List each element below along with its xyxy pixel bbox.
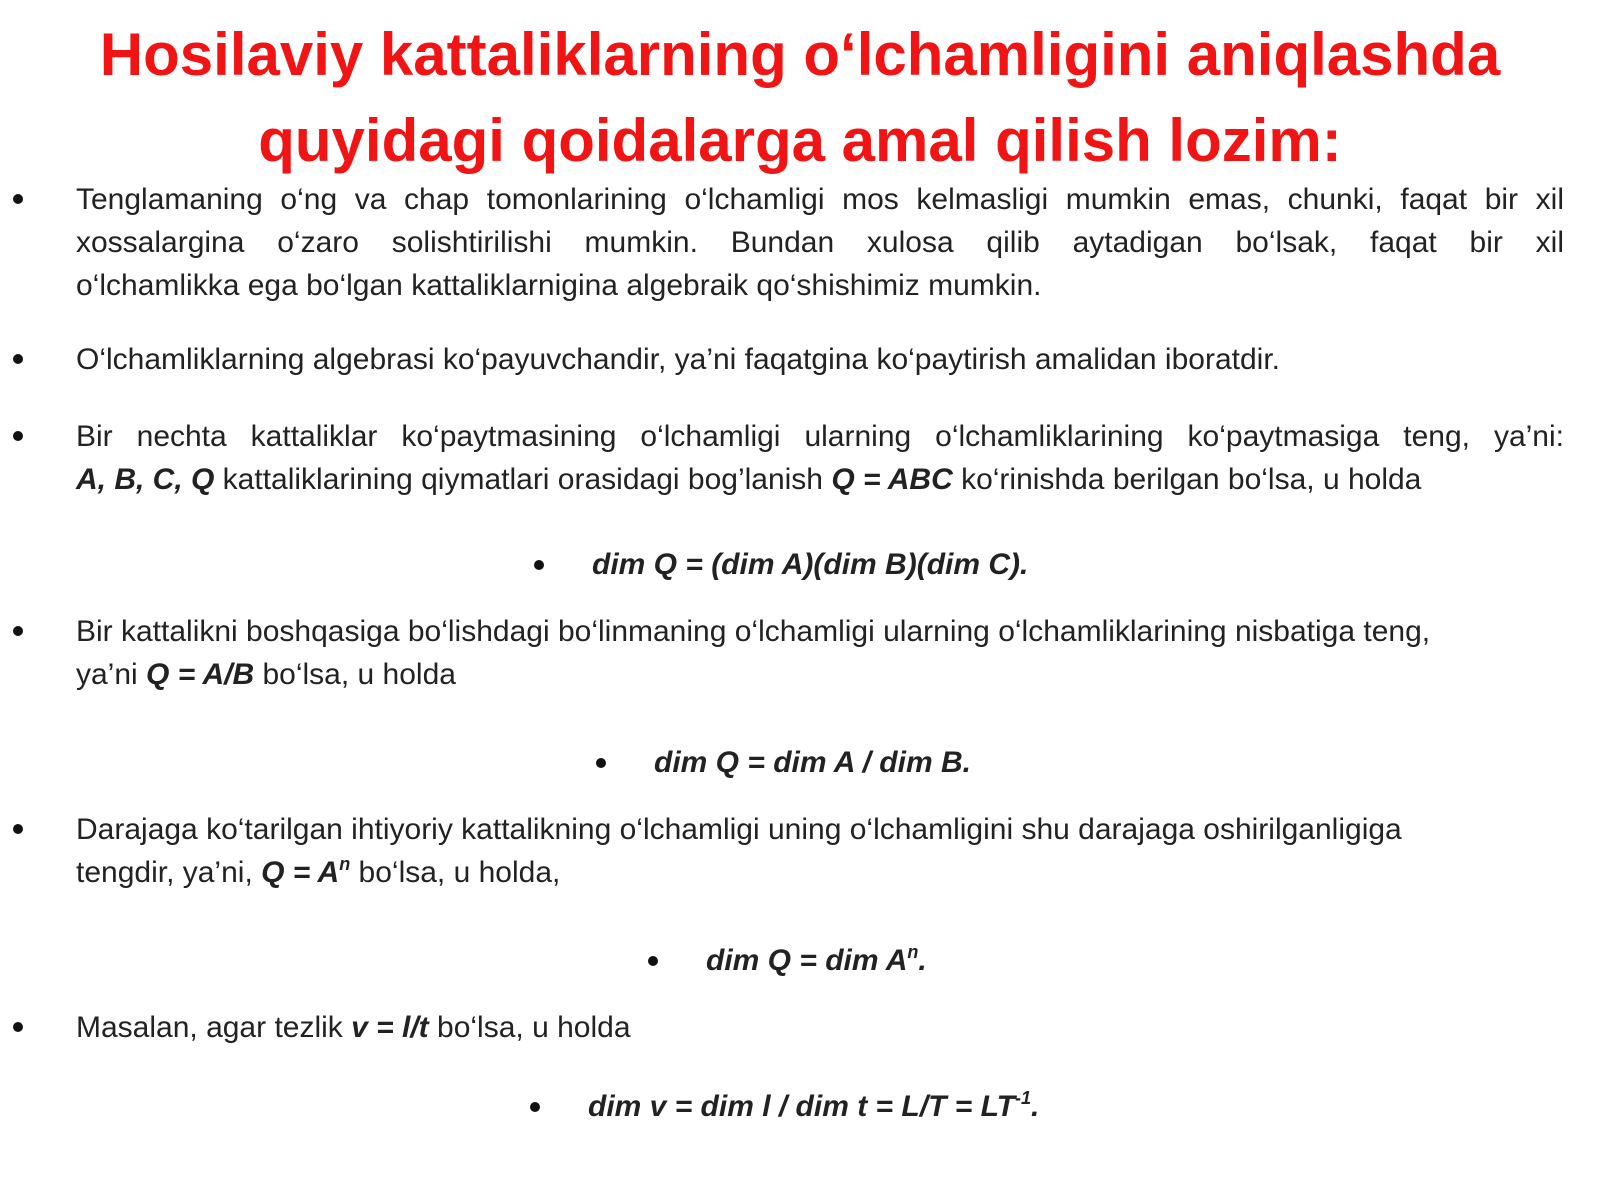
equation: Q = A/B: [146, 658, 255, 691]
text-line: [76, 458, 1564, 501]
bullet-text: [76, 178, 1564, 307]
bullet-icon: [13, 431, 23, 441]
text-line: [76, 653, 1564, 696]
text-line: Darajaga ko‘tarilgan ihtiyoriy kattalikning o‘lchamligi uning o‘lchamligini shu darajaga oshirilganligiga: [76, 813, 1402, 846]
formula-item-3: [0, 939, 1600, 985]
text-line: [76, 851, 1564, 894]
exponent: n: [907, 942, 919, 962]
text-fragment: bo‘lsa, u holda,: [350, 856, 561, 889]
bullet-icon: [13, 1022, 23, 1032]
bullet-text: [76, 415, 1564, 501]
equation: $Q = A^n$: [261, 854, 351, 889]
variable-list: A, B, C, Q: [76, 463, 215, 496]
equation: v = l/t: [351, 1011, 429, 1044]
bullet-icon: [534, 560, 544, 570]
text-fragment: ya’ni: [76, 658, 147, 691]
bullet-text: [76, 338, 1564, 381]
text-line: O‘lchamliklarning algebrasi ko‘payuvchandir, ya’ni faqatgina ko‘paytirish amalidan iboratdir.: [76, 343, 1280, 376]
text-fragment: bo‘lsa, u holda: [428, 1011, 631, 1044]
formula-item-4: [0, 1085, 1600, 1131]
bullet-icon: [13, 824, 23, 834]
text-line: Bir kattalikni boshqasiga bo‘lishdagi bo‘linmaning o‘lchamligi ularning o‘lchamliklarining nisbatiga teng,: [76, 615, 1431, 648]
text-line: Bir nechta kattaliklar ko‘paytmasining o‘lchamligi ularning o‘lchamliklarining ko‘paytmasiga teng, ya’ni:: [76, 420, 1564, 453]
bullet-icon: [13, 626, 23, 636]
text-fragment: Masalan, agar tezlik: [76, 1011, 352, 1044]
slide-title: [60, 12, 1540, 184]
bullet-text: [76, 808, 1564, 894]
text-line: [76, 1006, 1564, 1049]
formula-text: dim Q = dim A / dim B.: [654, 746, 971, 779]
bullet-text: [76, 1006, 1564, 1049]
text-fragment: ko‘rinishda berilgan bo‘lsa, u holda: [952, 463, 1422, 496]
exponent: n: [339, 854, 351, 874]
formula-item-2: [0, 741, 1600, 787]
formula-text: dim Q = dim $A^n$.: [706, 942, 927, 977]
text-line: Tenglamaning o‘ng va chap tomonlarining o‘lchamligi mos kelmasligi mumkin emas, chunki, faqat bir xil: [76, 183, 1564, 216]
text-line: xossalargina o‘zaro solishtirilishi mumkin. Bundan xulosa qilib aytadigan bo‘lsak, faqat bir xil: [76, 226, 1564, 259]
title-line-2: quyidagi qoidalarga amal qilish lozim:: [258, 107, 1342, 174]
formula-text: dim v = dim l / dim $t = L/T = LT^{-1}$.: [588, 1088, 1040, 1123]
exponent: -1: [1015, 1088, 1032, 1108]
formula-text: dim Q = (dim A)(dim B)(dim C).: [592, 548, 1029, 581]
formula-item-1: [0, 543, 1600, 589]
text-fragment: tengdir, ya’ni,: [76, 856, 262, 889]
text-fragment: bo‘lsa, u holda: [254, 658, 456, 691]
bullet-icon: [596, 758, 606, 768]
bullet-icon: [530, 1102, 540, 1112]
bullet-icon: [13, 194, 23, 204]
text-fragment: kattaliklarining qiymatlari orasidagi bog’lanish: [214, 463, 832, 496]
title-line-1: Hosilaviy kattaliklarning o‘lchamligini aniqlashda: [99, 21, 1501, 88]
bullet-icon: [648, 956, 658, 966]
equation: Q = ABC: [831, 463, 953, 496]
text-line: o‘lchamlikka ega bo‘lgan kattaliklarnigina algebraik qo‘shishimiz mumkin.: [76, 269, 1042, 302]
bullet-icon: [13, 354, 23, 364]
bullet-text: [76, 610, 1564, 696]
